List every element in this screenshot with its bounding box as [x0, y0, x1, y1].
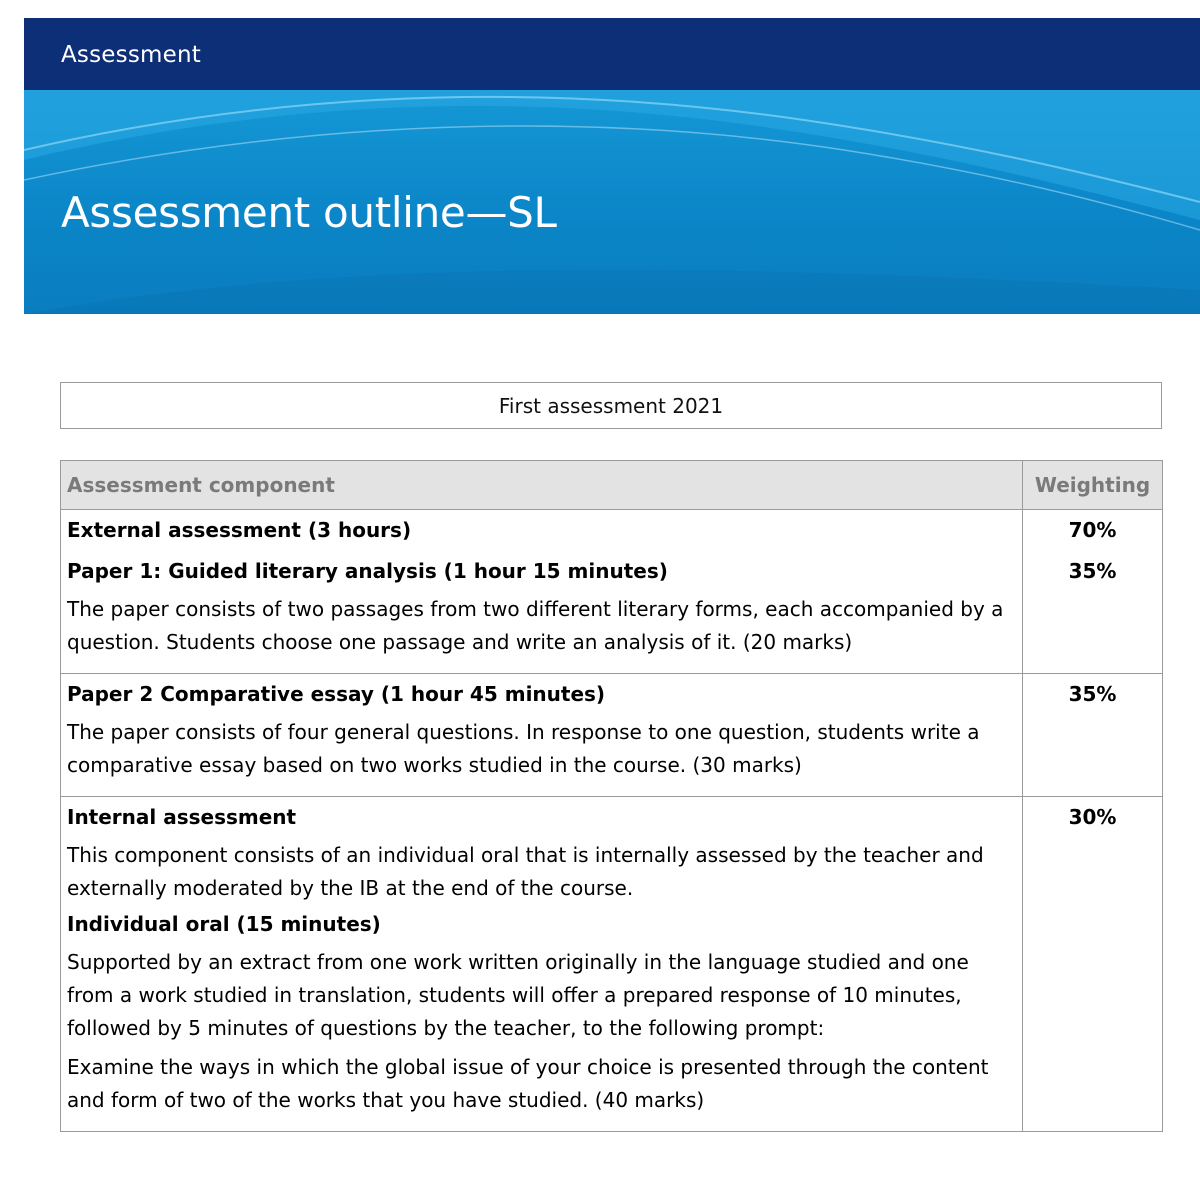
row-weighting: 70%: [1068, 518, 1117, 542]
row-prompt: Examine the ways in which the global issue of your choice is presented through the content and form of two of the works that you have studied. (40 marks): [67, 1055, 989, 1112]
row-subheading: Paper 1: Guided literary analysis (1 hour 15 minutes): [67, 559, 668, 583]
row-weighting: 35%: [1068, 682, 1117, 706]
row-subheading: Individual oral (15 minutes): [67, 912, 381, 936]
section-header-bar: [24, 18, 1200, 90]
first-assessment-label: First assessment 2021: [60, 382, 1162, 429]
row-description: The paper consists of four general questions. In response to one question, students write a comparative essay based on two works studied in the course. (30 marks): [67, 720, 980, 777]
page-title: Assessment outline—SL: [61, 188, 557, 237]
table-row: [61, 674, 1163, 797]
row-heading: Paper 2 Comparative essay (1 hour 45 minutes): [67, 682, 606, 706]
table-header-row: [61, 461, 1163, 510]
row-description: This component consists of an individual oral that is internally assessed by the teacher and externally moderated by the IB at the end of the course.: [67, 843, 984, 900]
section-label: Assessment: [61, 42, 201, 68]
row-sub-weighting: 35%: [1068, 559, 1117, 583]
table-row: [61, 510, 1163, 674]
row-heading: External assessment (3 hours): [67, 518, 412, 542]
row-description: The paper consists of two passages from two different literary forms, each accompanied by a question. Students choose one passage and write an analysis of it. (20 marks): [67, 597, 1004, 654]
table-row: [61, 797, 1163, 1132]
row-description-2: Supported by an extract from one work written originally in the language studied and one from a work studied in translation, students will offer a prepared response of 10 minutes, followed by 5 minutes of questions by the teacher, to the following prompt:: [67, 950, 969, 1040]
row-heading: Internal assessment: [67, 805, 297, 829]
weighting-column-header: Weighting: [1023, 461, 1163, 510]
component-column-header: Assessment component: [61, 461, 1023, 510]
assessment-table: [60, 460, 1163, 1132]
row-weighting: 30%: [1068, 805, 1117, 829]
title-banner: [24, 90, 1200, 314]
